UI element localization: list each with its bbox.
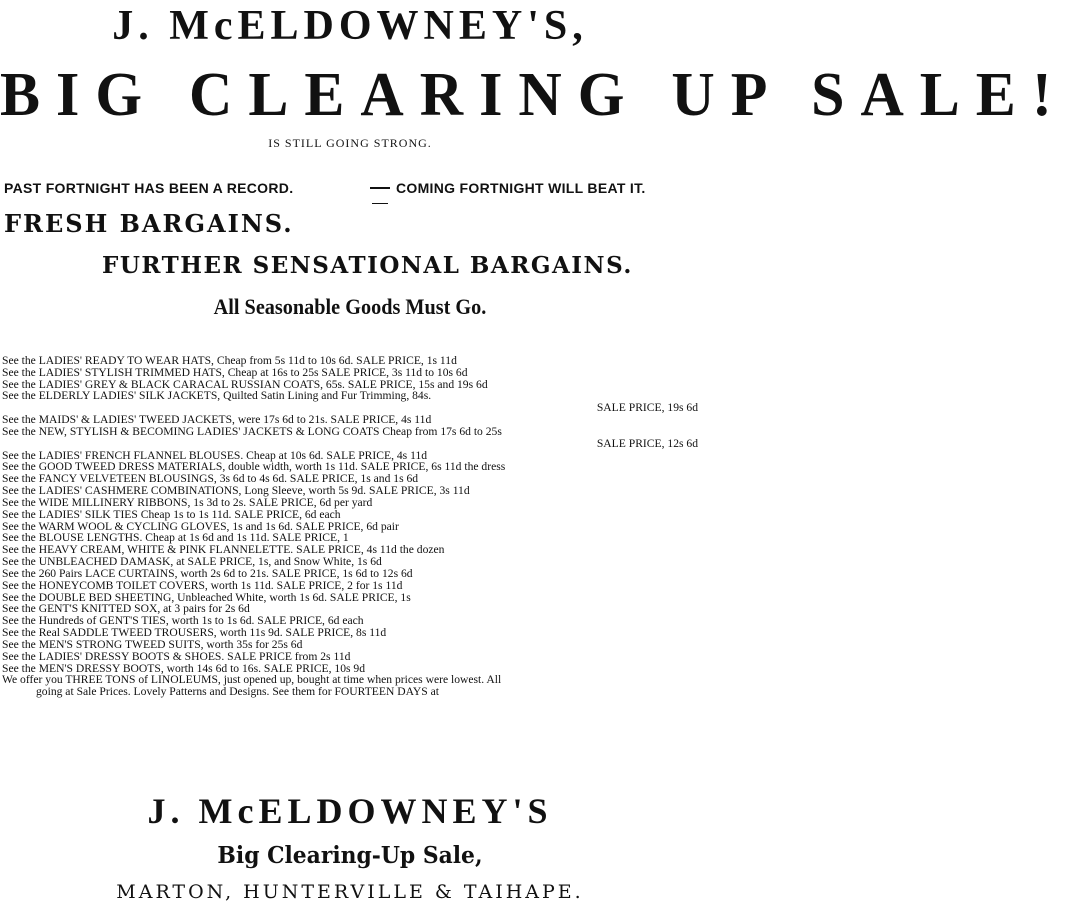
list-item: See the GOOD TWEED DRESS MATERIALS, double width, worth 1s 11d. SALE PRICE, 6s 11d the dress [2,460,506,474]
store-name-footer: J. McELDOWNEY'S [147,791,553,831]
list-item: See the HEAVY CREAM, WHITE & PINK FLANNELETTE. SALE PRICE, 4s 11d the dozen [2,543,445,557]
list-item: See the Hundreds of GENT'S TIES, worth 1s to 1s 6d. SALE PRICE, 6d each [2,614,364,628]
list-item: We offer you THREE TONS of LINOLEUMS, just opened up, bought at time when prices were lowest. All [2,673,502,687]
list-item: See the LADIES' FRENCH FLANNEL BLOUSES. Cheap at 10s 6d. SALE PRICE, 4s 11d [2,448,428,462]
fresh-bargains-heading: FRESH BARGAINS. [4,209,294,238]
record-divider [370,187,390,189]
list-item: See the WIDE MILLINERY RIBBONS, 1s 3d to 2s. SALE PRICE, 6d per yard [2,495,373,509]
list-item: See the LADIES' SILK TIES Cheap 1s to 1s 11d. SALE PRICE, 6d each [2,507,341,521]
seasonable-goods-heading: All Seasonable Goods Must Go. [213,294,487,319]
list-item: See the LADIES' DRESSY BOOTS & SHOES. SALE PRICE from 2s 11d [2,649,351,663]
list-item: See the DOUBLE BED SHEETING, Unbleached White, worth 1s 6d. SALE PRICE, 1s [2,590,411,604]
list-item: See the WARM WOOL & CYCLING GLOVES, 1s and 1s 6d. SALE PRICE, 6d pair [2,519,399,533]
list-item: See the LADIES' STYLISH TRIMMED HATS, Cheap at 16s to 25s SALE PRICE, 3s 11d to 10s 6d [2,365,468,379]
list-item: See the 260 Pairs LACE CURTAINS, worth 2s 6d to 21s. SALE PRICE, 1s 6d to 12s 6d [2,566,413,580]
record-statement: PAST FORTNIGHT HAS BEEN A RECORD. [4,180,294,196]
list-item: See the LADIES' READY TO WEAR HATS, Cheap from 5s 11d to 10s 6d. SALE PRICE, 1s 11d [2,354,457,367]
list-item: See the Real SADDLE TWEED TROUSERS, worth 11s 9d. SALE PRICE, 8s 11d [2,626,387,640]
list-item: See the MEN'S STRONG TWEED SUITS, worth 35s for 25s 6d [2,637,303,651]
footer-towns: MARTON, HUNTERVILLE & TAIHAPE. [116,881,584,903]
bargain-list [2,355,698,698]
list-item: See the HONEYCOMB TOILET COVERS, worth 1s 11d. SALE PRICE, 2 for 1s 11d [2,578,403,592]
list-item: See the MAIDS' & LADIES' TWEED JACKETS, were 17s 6d to 21s. SALE PRICE, 4s 11d [2,413,432,427]
list-item: See the ELDERLY LADIES' SILK JACKETS, Quilted Satin Lining and Fur Trimming, 84s. [2,389,432,403]
still-strong-subhead: IS STILL GOING STRONG. [268,136,432,150]
list-item: See the LADIES' CASHMERE COMBINATIONS, Long Sleeve, worth 5s 9d. SALE PRICE, 3s 11d [2,484,470,498]
record-underline [372,203,388,204]
store-name-header: J. McELDOWNEY'S, [112,3,588,49]
beat-it-statement: COMING FORTNIGHT WILL BEAT IT. [396,180,646,196]
list-item: See the MEN'S DRESSY BOOTS, worth 14s 6d to 16s. SALE PRICE, 10s 9d [2,661,366,675]
sale-headline: BIG CLEARING UP SALE! [0,59,1068,129]
footer-sale-title: Big Clearing-Up Sale, [217,842,483,869]
list-item: See the FANCY VELVETEEN BLOUSINGS, 3s 6d to 4s 6d. SALE PRICE, 1s and 1s 6d [2,472,419,486]
list-item: See the GENT'S KNITTED SOX, at 3 pairs for 2s 6d [2,602,250,616]
list-item: See the NEW, STYLISH & BECOMING LADIES' JACKETS & LONG COATS Cheap from 17s 6d to 25s [2,424,502,438]
list-item: going at Sale Prices. Lovely Patterns and Designs. See them for FOURTEEN DAYS at [36,685,439,699]
list-item: See the BLOUSE LENGTHS. Cheap at 1s 6d and 1s 11d. SALE PRICE, 1 [2,531,349,545]
list-item-price: SALE PRICE, 12s 6d [596,436,698,450]
further-bargains-heading: FURTHER SENSATIONAL BARGAINS. [102,252,633,279]
list-item-price: SALE PRICE, 19s 6d [596,401,698,415]
list-item: See the UNBLEACHED DAMASK, at SALE PRICE, 1s, and Snow White, 1s 6d [2,555,382,569]
list-item: See the LADIES' GREY & BLACK CARACAL RUSSIAN COATS, 65s. SALE PRICE, 15s and 19s 6d [2,377,488,391]
